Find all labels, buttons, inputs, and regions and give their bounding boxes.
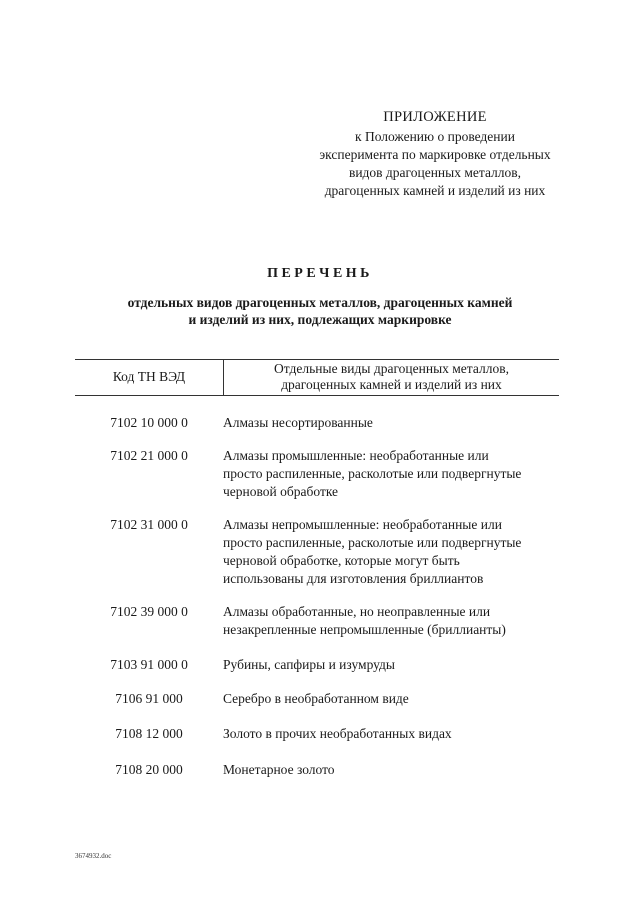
- table-header-bottom-rule: [75, 395, 559, 396]
- subtitle-line: и изделий из них, подлежащих маркировке: [188, 312, 452, 327]
- description-line: Алмазы обработанные, но неоправленные или: [223, 604, 491, 619]
- table-header-top-rule: [75, 359, 559, 360]
- item-description: [223, 690, 559, 708]
- description-line: просто распиленные, расколотые или подвергнутые: [223, 535, 522, 550]
- item-description: [223, 516, 559, 588]
- column-header-line: Отдельные виды драгоценных металлов,: [274, 361, 509, 376]
- tn-ved-code: 7106 91 000: [115, 691, 183, 706]
- subtitle-line: отдельных видов драгоценных металлов, драгоценных камней: [127, 295, 513, 310]
- description-line: Серебро в необработанном виде: [223, 691, 409, 706]
- document-subtitle: [60, 294, 580, 328]
- appendix-line: видов драгоценных металлов,: [348, 165, 522, 180]
- appendix-block: [290, 108, 580, 200]
- item-description: [223, 414, 559, 432]
- description-line: черновой обработке: [223, 484, 339, 499]
- column-header-code: Код ТН ВЭД: [112, 369, 186, 384]
- appendix-heading: ПРИЛОЖЕНИЕ: [383, 109, 487, 125]
- description-line: Монетарное золото: [223, 762, 335, 777]
- description-line: использованы для изготовления бриллиантов: [223, 571, 484, 586]
- description-line: Рубины, сапфиры и изумруды: [223, 657, 395, 672]
- description-line: просто распиленные, расколотые или подвергнутые: [223, 466, 522, 481]
- appendix-line: к Положению о проведении: [355, 129, 515, 144]
- file-name-footer: 3674932.doc: [75, 852, 112, 860]
- description-line: черновой обработке, которые могут быть: [223, 553, 460, 568]
- tn-ved-code: 7103 91 000 0: [110, 657, 188, 672]
- document-title: ПЕРЕЧЕНЬ: [267, 266, 373, 281]
- item-description: [223, 603, 559, 639]
- description-line: Золото в прочих необработанных видах: [223, 726, 452, 741]
- item-description: [223, 656, 559, 674]
- appendix-line: драгоценных камней и изделий из них: [324, 183, 546, 198]
- tn-ved-code: 7102 39 000 0: [110, 604, 188, 619]
- description-line: Алмазы несортированные: [223, 415, 373, 430]
- description-line: Алмазы непромышленные: необработанные или: [223, 517, 502, 532]
- tn-ved-code: 7108 20 000: [115, 762, 183, 777]
- item-description: [223, 725, 559, 743]
- column-header-line: драгоценных камней и изделий из них: [281, 377, 502, 392]
- description-line: Алмазы промышленные: необработанные или: [223, 448, 489, 463]
- appendix-line: эксперимента по маркировке отдельных: [319, 147, 551, 162]
- description-line: незакрепленные непромышленные (бриллианты): [223, 622, 506, 637]
- item-description: [223, 761, 559, 779]
- column-header-description: [224, 361, 559, 393]
- item-description: [223, 447, 559, 501]
- tn-ved-code: 7108 12 000: [115, 726, 183, 741]
- table-header: [75, 359, 559, 395]
- tn-ved-code: 7102 31 000 0: [110, 517, 188, 532]
- tn-ved-code: 7102 10 000 0: [110, 415, 188, 430]
- tn-ved-code: 7102 21 000 0: [110, 448, 188, 463]
